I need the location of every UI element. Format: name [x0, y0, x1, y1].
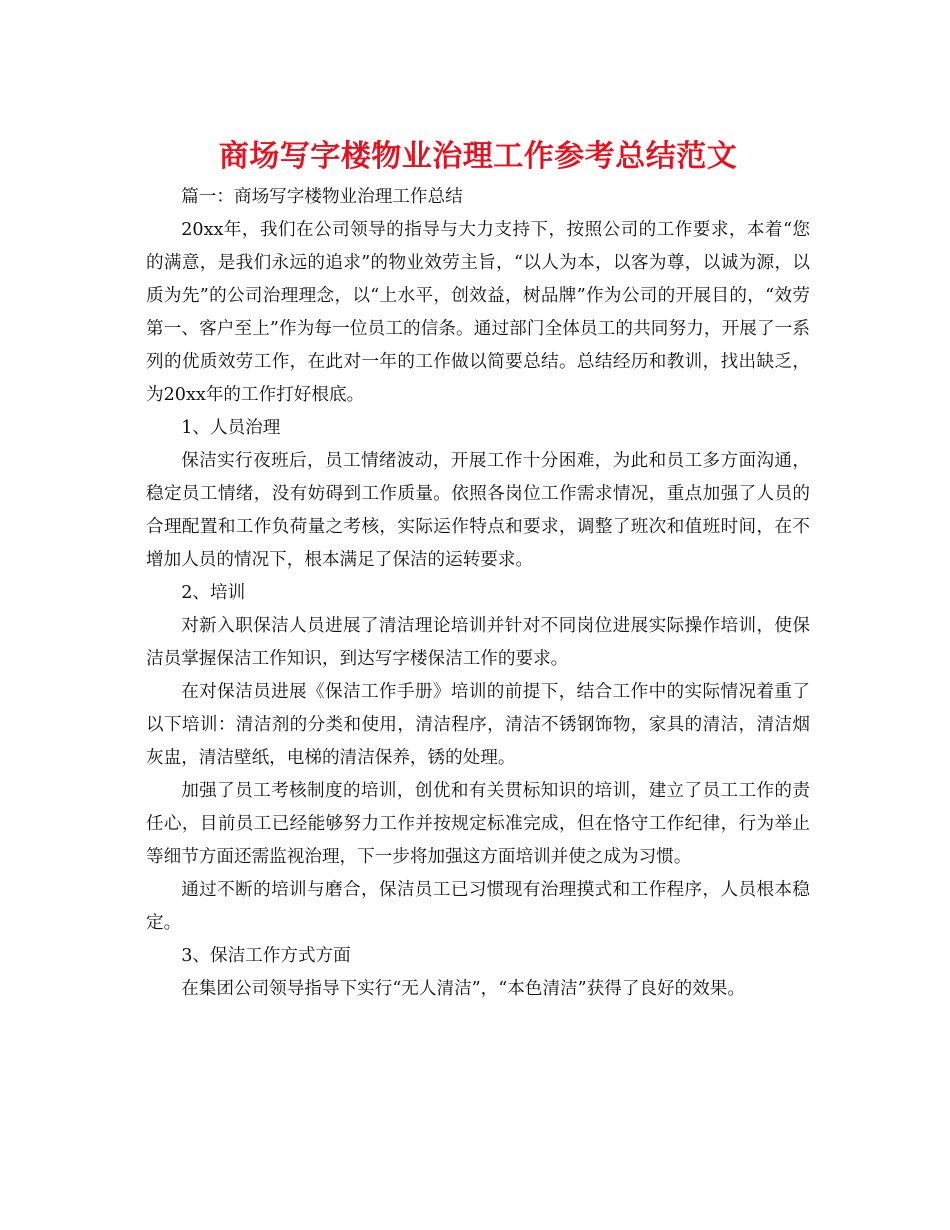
intro-paragraph: 20xx年，我们在公司领导的指导与大力支持下，按照公司的工作要求，本着“您的满意，是我们永远的追求”的物业效劳主旨，“以人为本，以客为尊，以诚为源，以质为先”的公司治理理念，以“上水平，创效益，树品牌”作为公司的开展目的，“效劳第一、客户至上”作为每一位员工的信条。通过部门全体员工的共同努力，开展了一系列的优质效劳工作，在此对一年的工作做以简要总结。总结经历和教训，找出缺乏，为20xx年的工作打好根底。	[146, 220, 810, 405]
paragraph-training-2: 在对保洁员进展《保洁工作手册》培训的前提下，结合工作中的实际情况着重了以下培训：清洁剂的分类和使用，清洁程序，清洁不锈钢饰物，家具的清洁，清洁烟灰盅，清洁壁纸，电梯的清洁保养，锈的处理。	[146, 682, 810, 768]
section-heading-cleaning-method: 3、保洁工作方式方面	[181, 946, 351, 966]
document-page	[146, 135, 810, 1006]
paragraph-cleaning-method: 在集团公司领导指导下实行“无人清洁”，“本色清洁”获得了良好的效果。	[181, 979, 745, 999]
document-title: 商场写字楼物业治理工作参考总结范文	[218, 139, 738, 174]
paragraph-training-1: 对新入职保洁人员进展了清洁理论培训并针对不同岗位进展实际操作培训，使保洁员掌握保洁工作知识，到达写字楼保洁工作的要求。	[146, 616, 810, 669]
paragraph-training-3: 加强了员工考核制度的培训，创优和有关贯标知识的培训，建立了员工工作的责任心，目前员工已经能够努力工作并按规定标准完成，但在恪守工作纪律，行为举止等细节方面还需监视治理，下一步将加强这方面培训并使之成为习惯。	[146, 781, 810, 867]
paragraph-personnel: 保洁实行夜班后，员工情绪波动，开展工作十分困难，为此和员工多方面沟通，稳定员工情绪，没有妨碍到工作质量。依照各岗位工作需求情况，重点加强了人员的合理配置和工作负荷量之考核，实际运作特点和要求，调整了班次和值班时间，在不增加人员的情况下，根本满足了保洁的运转要求。	[146, 451, 810, 570]
document-subtitle: 篇一：商场写字楼物业治理工作总结	[181, 187, 463, 207]
section-heading-training: 2、培训	[181, 583, 246, 603]
paragraph-training-4: 通过不断的培训与磨合，保洁员工已习惯现有治理摸式和工作程序，人员根本稳定。	[146, 880, 810, 933]
section-heading-personnel: 1、人员治理	[181, 418, 281, 438]
